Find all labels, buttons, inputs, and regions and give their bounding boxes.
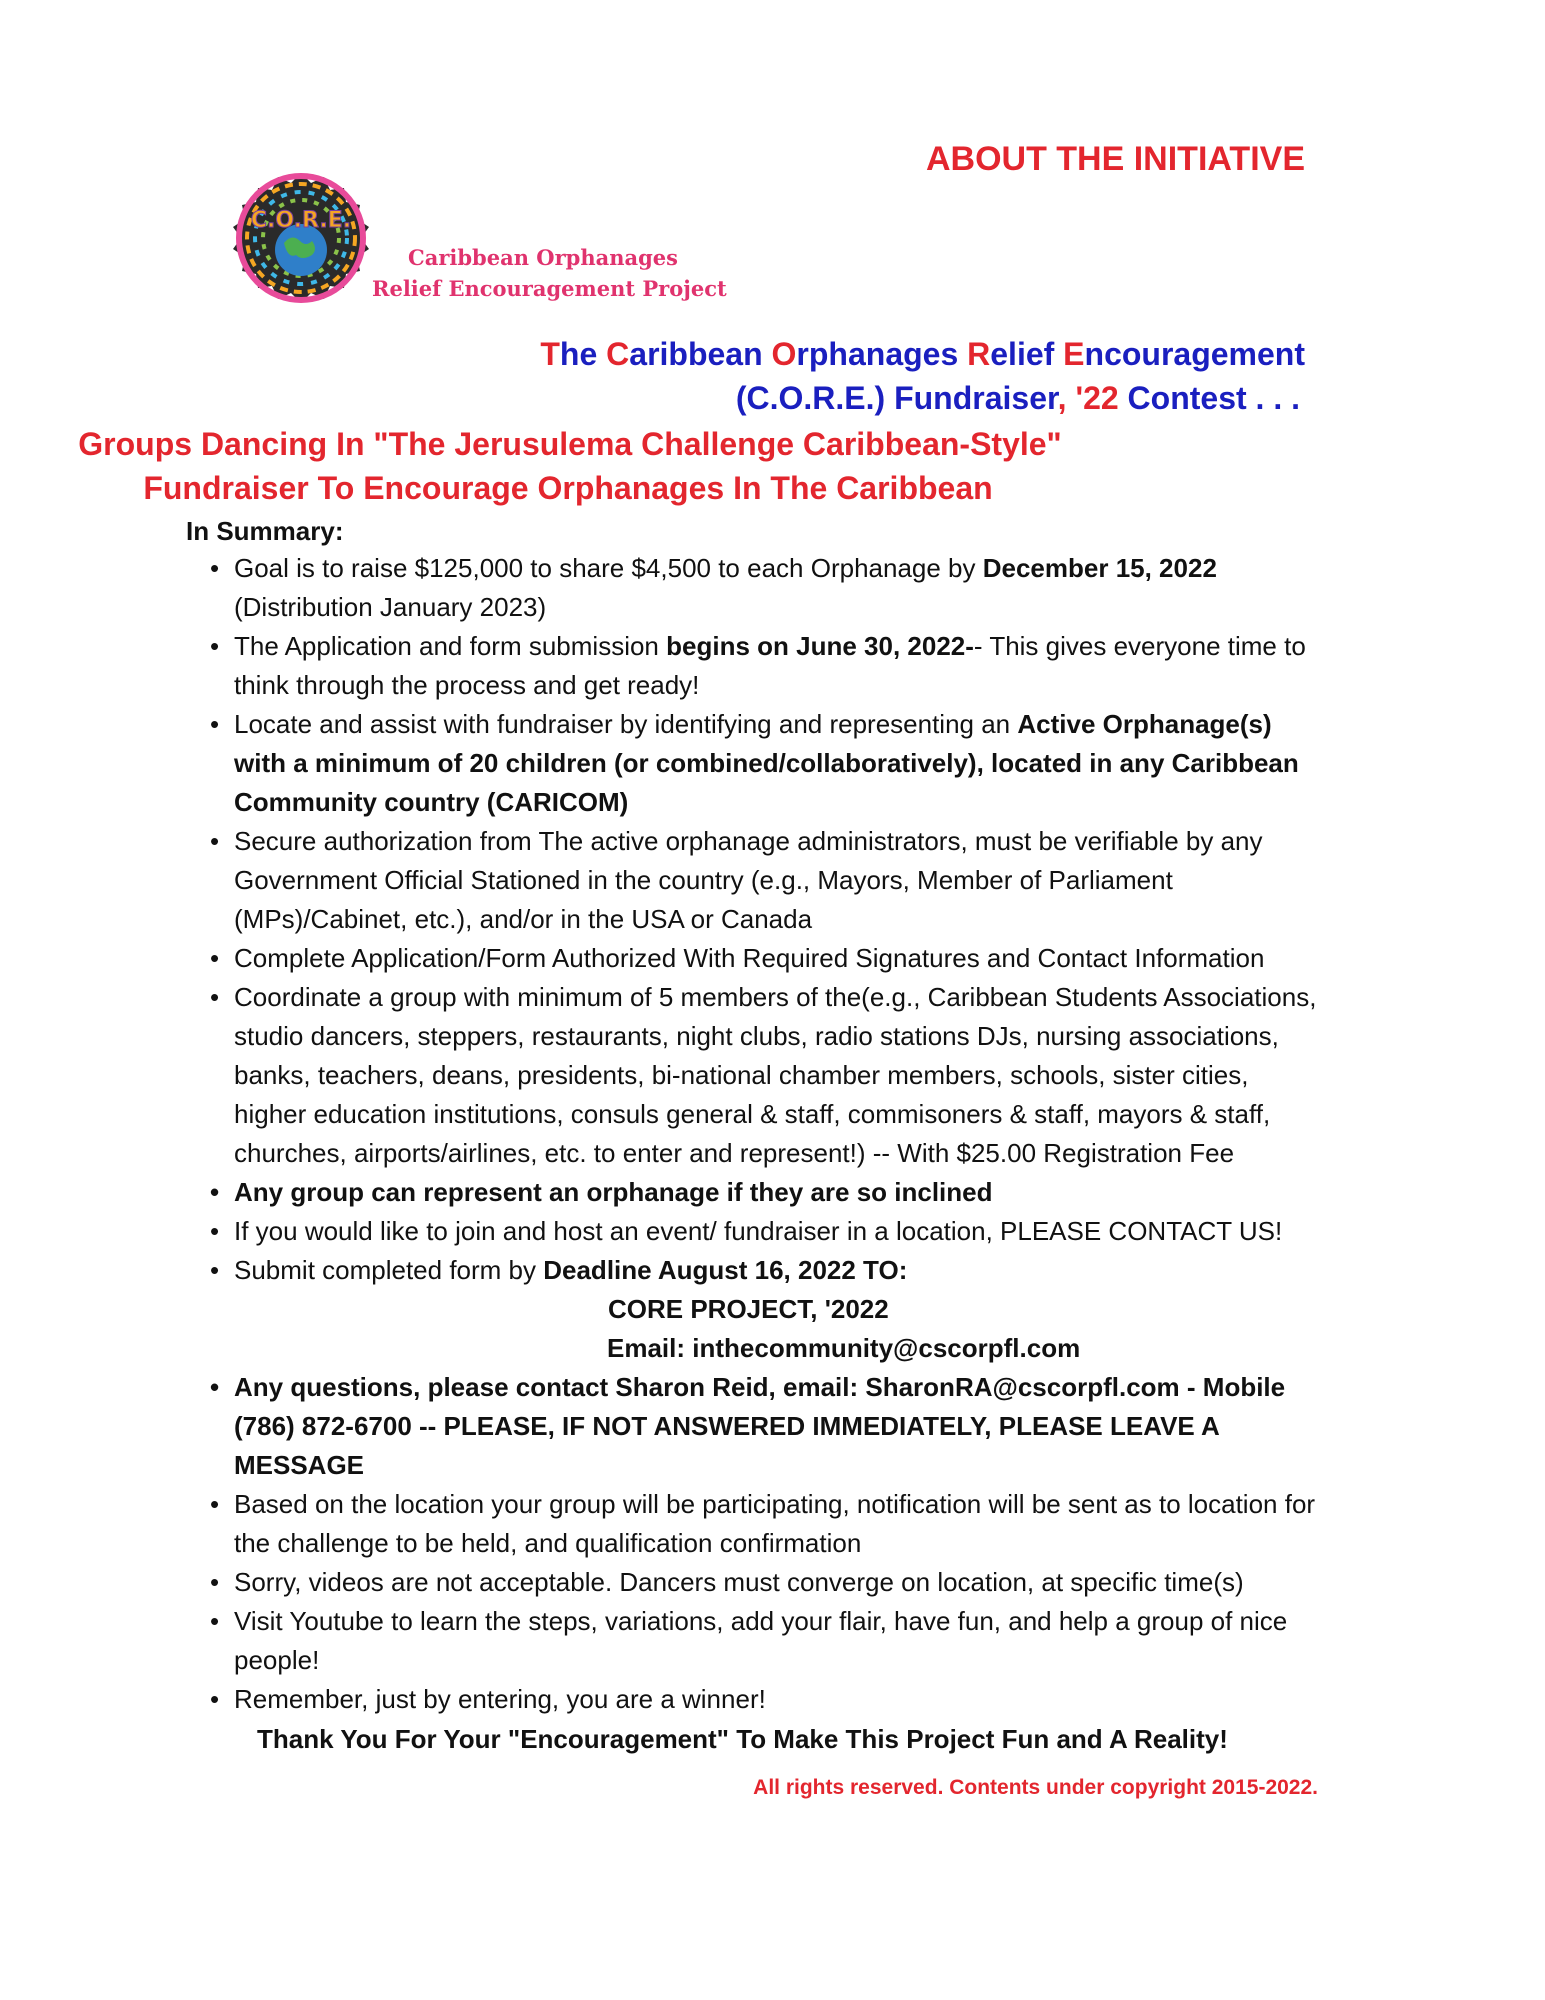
list-item: • Any questions, please contact Sharon Reid, email: SharonRA@cscorpfl.com - Mobile (786) 872-6700 -- PLEASE, IF NOT ANSWERED IMMEDIATELY, PLEASE LEAVE A MESSAGE [210,1368,1325,1485]
logo-name-line1: Caribbean Orphanages [408,245,678,270]
core-project-line: CORE PROJECT, '2022 [608,1294,889,1324]
list-item [210,1251,1325,1368]
title-line1 [0,332,1305,376]
item-bold: Active Orphanage(s) with a minimum of 20 children (or combined/collaboratively), located in any Caribbean Community country (CARICOM) [234,709,1299,817]
title-text: ncouragement [1084,336,1305,372]
item-text: Locate and assist with fundraiser by identifying and representing an [234,709,1018,739]
list-item: • Visit Youtube to learn the steps, variations, add your flair, have fun, and help a group of nice people! [210,1602,1325,1680]
list-item: • Complete Application/Form Authorized With Required Signatures and Contact Information [210,939,1325,978]
subtitle-line2: Fundraiser To Encourage Orphanages In The Caribbean [143,470,993,506]
title-text: rphanages [796,336,968,372]
title-text: Fundraiser [885,380,1058,416]
item-bold: December 15, 2022 [982,553,1217,583]
list-item [210,627,1325,705]
logo-badge [233,173,369,303]
list-item: • Coordinate a group with minimum of 5 members of the(e.g., Caribbean Students Associations, studio dancers, steppers, restaurants, night clubs, radio stations DJs, nursing associations, banks, teachers, deans, presidents, bi-national chamber members, schools, sister cities, higher education institutions, consuls general & staff, commisoners & staff, mayors & staff, churches, airports/airlines, etc. to enter and represent!) -- With $25.00 Registration Fee [210,978,1325,1173]
summary-label: In Summary: [186,516,344,546]
title-acronym: (C.O.R.E.) [735,380,886,416]
item-text: Submit completed form by [234,1255,544,1285]
list-item: • Sorry, videos are not acceptable. Dancers must converge on location, at specific time(s) [210,1563,1325,1602]
title-text: elief [990,336,1064,372]
item-text: The Application and form submission [234,631,667,661]
logo-name [372,242,727,304]
subtitle-line1: Groups Dancing In "The Jerusulema Challenge Caribbean-Style" [78,426,1062,462]
list-item [210,705,1325,822]
item-text: Goal is to raise $125,000 to share $4,500 to each Orphanage by [234,553,983,583]
title-text: he [559,336,607,372]
item-text: - This gives everyone time to think through the process and get ready! [234,631,1306,700]
logo-acronym: C.O.R.E. [250,208,352,233]
list-item: • Remember, just by entering, you are a winner! [210,1680,1325,1719]
item-bold: begins on June 30, 2022- [666,631,974,661]
thank-you-note: Thank You For Your "Encouragement" To Make This Project Fun and A Reality! [257,1724,1228,1754]
email-line: Email: inthecommunity@cscorpfl.com [607,1333,1081,1363]
title-initial: C [606,336,630,372]
title-initial: E [1063,336,1085,372]
title-initial: T [540,336,560,372]
title-initial: R [967,336,991,372]
about-title: ABOUT THE INITIATIVE [925,140,1305,178]
title-line2 [0,376,1300,420]
core-logo [218,155,384,321]
title-initial: O [771,336,797,372]
list-item [210,549,1325,627]
item-bold: Deadline August 16, 2022 TO: [543,1255,908,1285]
title-year: , '22 [1057,380,1128,416]
logo-name-line2: Relief Encouragement Project [372,276,727,301]
list-item: • Based on the location your group will be participating, notification will be sent as to location for the challenge to be held, and qualification confirmation [210,1485,1325,1563]
title-text: Contest . . . [1127,380,1300,416]
list-item: • If you would like to join and host an event/ fundraiser in a location, PLEASE CONTACT US! [210,1212,1325,1251]
item-text: (Distribution January 2023) [234,592,547,622]
title-text: aribbean [629,336,772,372]
summary-list [210,549,1325,1719]
list-item: • Any group can represent an orphanage if they are so inclined [210,1173,1325,1212]
list-item: • Secure authorization from The active orphanage administrators, must be verifiable by any Government Official Stationed in the country (e.g., Mayors, Member of Parliament (MPs)/Cabinet, etc.), and/or in the USA or Canada [210,822,1325,939]
copyright-notice: All rights reserved. Contents under copyright 2015-2022. [753,1776,1318,1799]
